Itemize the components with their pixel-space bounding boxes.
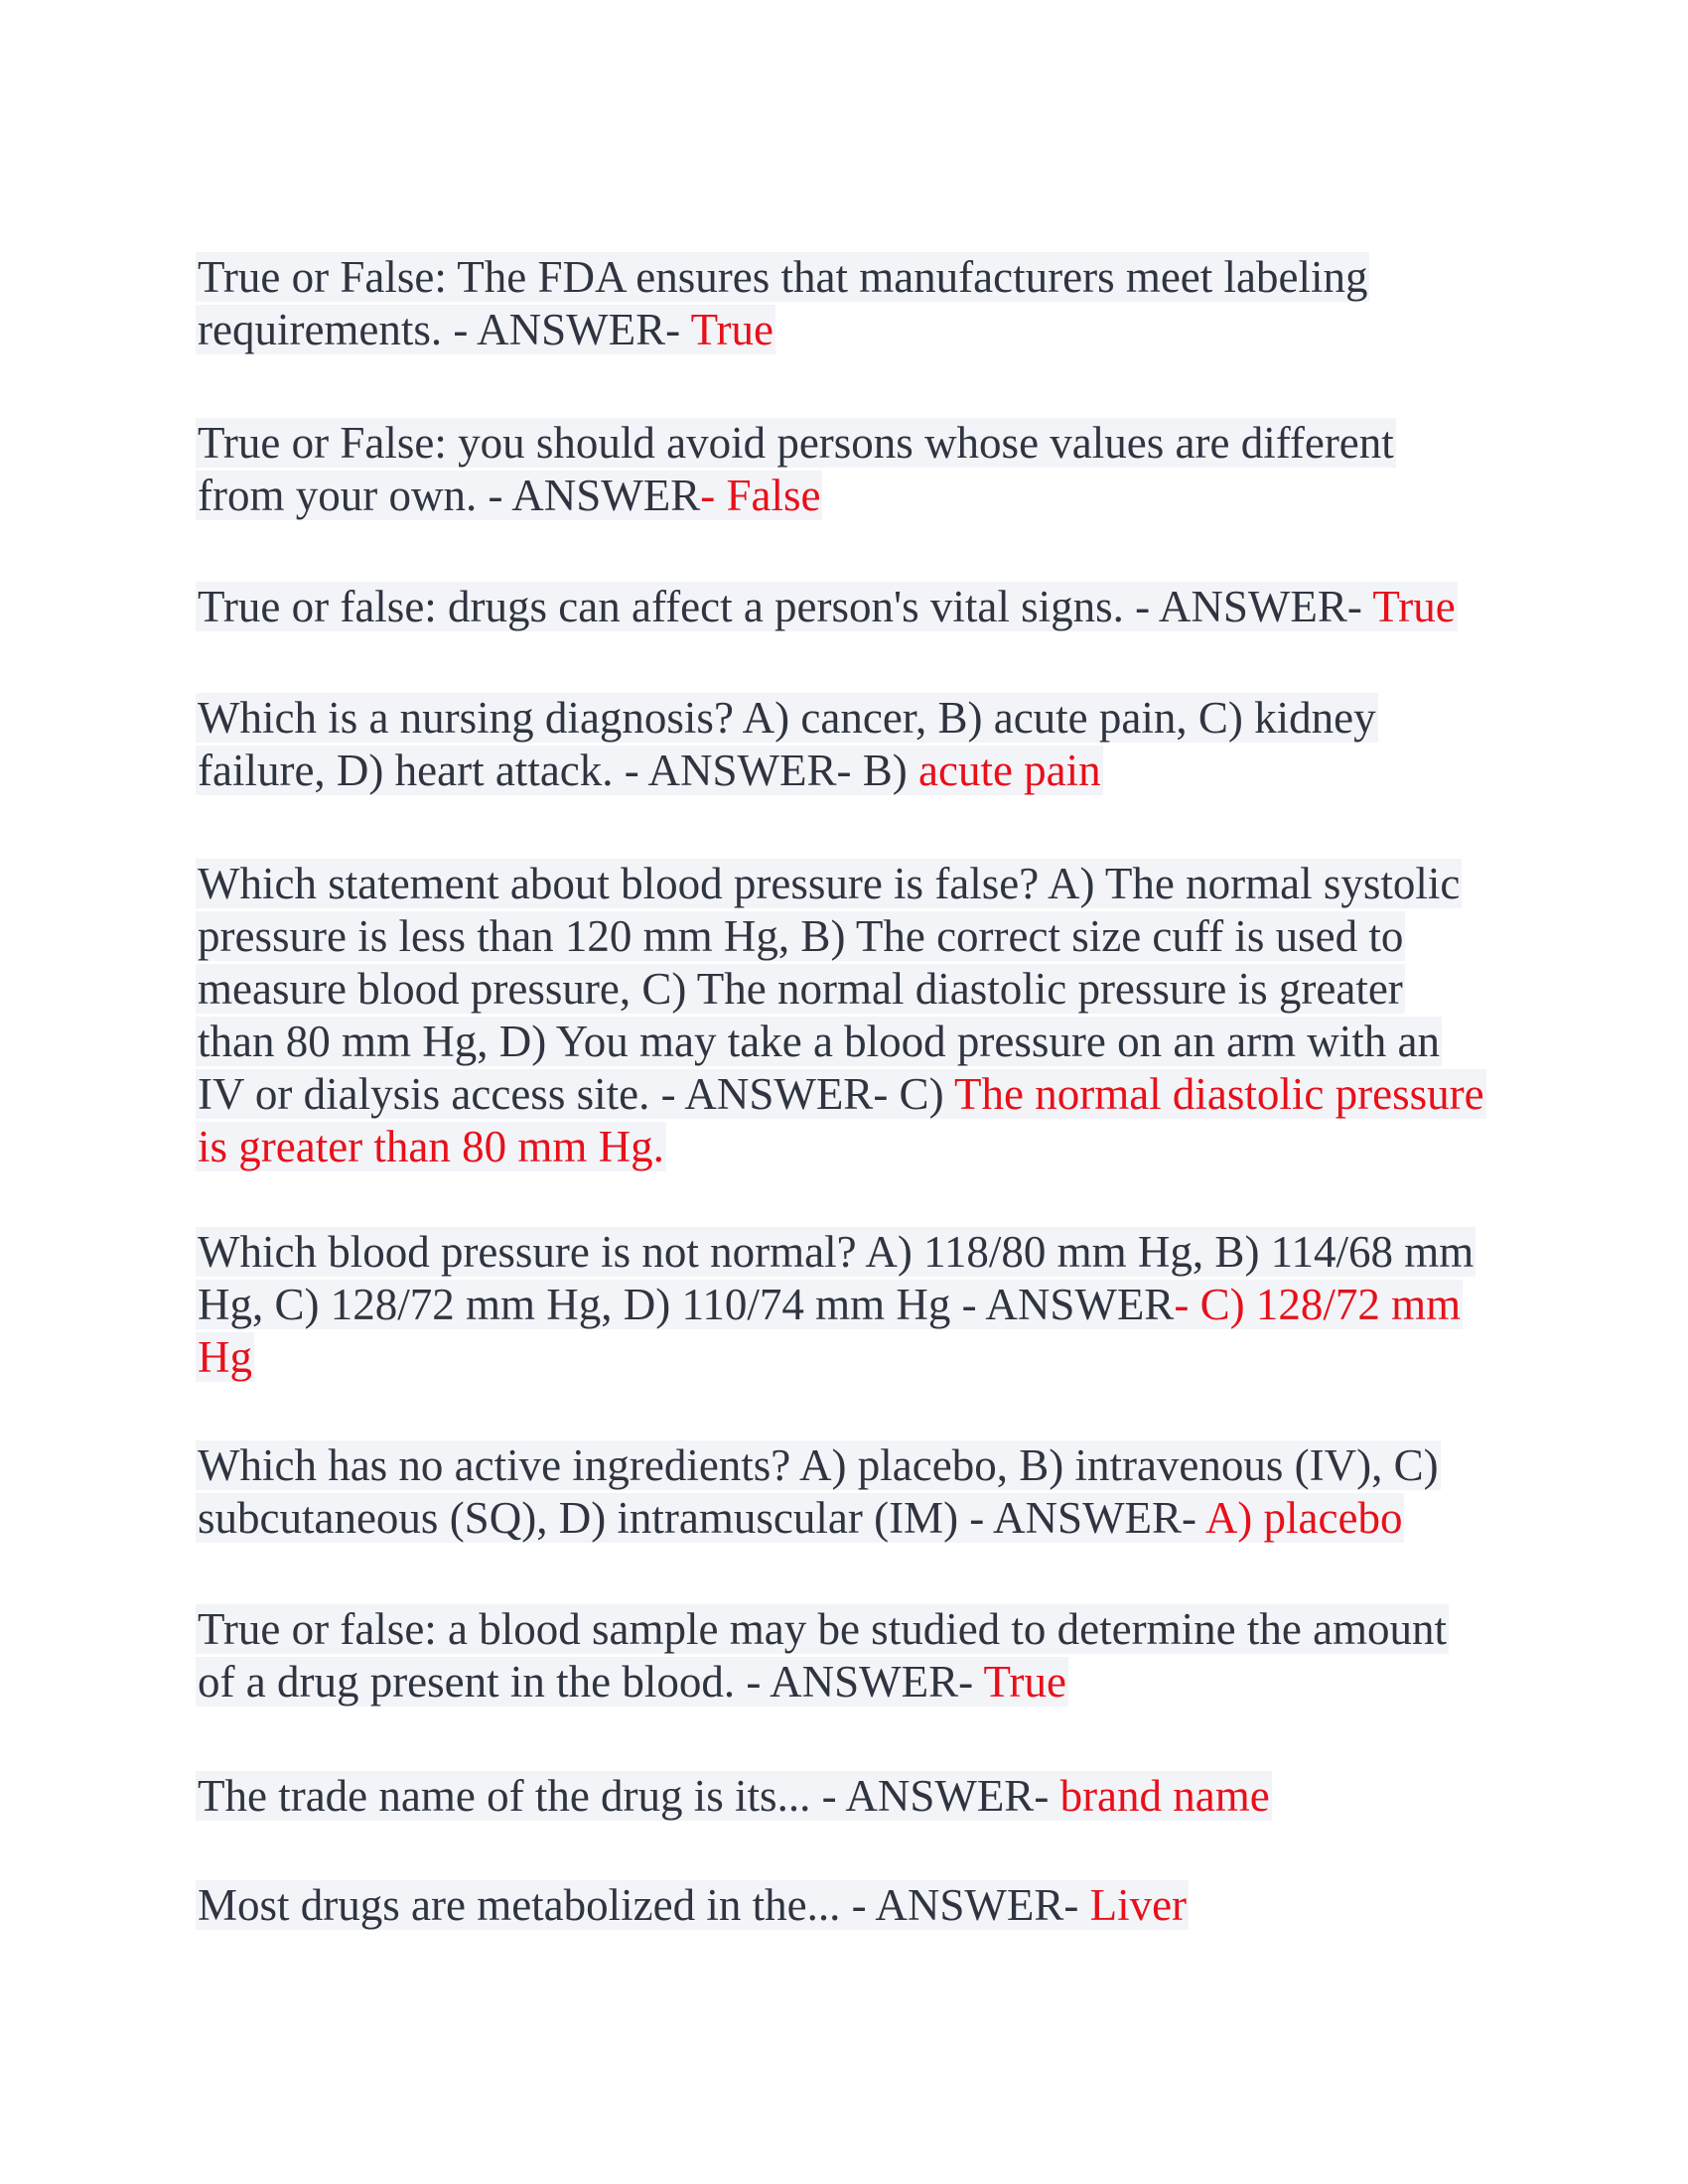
question-text: True or False: you should avoid persons whose values are different from your own. - ANSWER <box>198 418 1394 520</box>
qa-question <box>196 582 1458 631</box>
qa-item <box>196 1770 1486 1823</box>
question-text: True or False: The FDA ensures that manufacturers meet labeling requirements. - ANSWER- <box>198 252 1368 354</box>
answer-text: - C) 128/72 mm Hg <box>198 1280 1462 1382</box>
qa-item <box>196 1603 1486 1708</box>
qa-question <box>196 252 1369 354</box>
question-text: Most drugs are metabolized in the... - ANSWER- <box>198 1880 1090 1930</box>
qa-question <box>196 1604 1449 1706</box>
qa-question <box>196 1880 1189 1930</box>
answer-text: True <box>690 305 774 354</box>
qa-question <box>196 1227 1476 1382</box>
qa-question <box>196 418 1396 520</box>
answer-text: The normal diastolic pressure is greater than 80 mm Hg. <box>198 1069 1484 1171</box>
qa-item <box>196 692 1486 797</box>
qa-item <box>196 1879 1486 1932</box>
question-text: Which statement about blood pressure is false? A) The normal systolic pressure is less than 120 mm Hg, B) The correct size cuff is used to measure blood pressure, C) The normal diastolic pressure is greater than 80 mm Hg, D) You may take a blood pressure on an arm with an IV or dialysis access site. - ANSWER- C) <box>198 859 1461 1119</box>
question-text: True or false: a blood sample may be studied to determine the amount of a drug present in the blood. - ANSWER- <box>198 1604 1448 1706</box>
answer-text: True <box>983 1657 1066 1706</box>
answer-text: Liver <box>1089 1880 1188 1930</box>
qa-question <box>196 1440 1441 1543</box>
qa-item <box>196 581 1486 633</box>
qa-question <box>196 859 1486 1171</box>
question-text: Which has no active ingredients? A) placebo, B) intravenous (IV), C) subcutaneous (SQ), D) intramuscular (IM) - ANSWER- <box>198 1440 1439 1543</box>
qa-question <box>196 693 1378 795</box>
qa-item <box>196 858 1486 1173</box>
qa-item <box>196 251 1486 356</box>
qa-question <box>196 1771 1272 1821</box>
qa-item <box>196 417 1486 522</box>
question-text: True or false: drugs can affect a person's vital signs. - ANSWER- <box>198 582 1373 631</box>
qa-item <box>196 1439 1486 1545</box>
answer-text: acute pain <box>918 746 1101 795</box>
qa-item <box>196 1226 1486 1384</box>
answer-text: - False <box>700 471 821 520</box>
question-text: The trade name of the drug is its... - ANSWER- <box>198 1771 1060 1821</box>
answer-text: A) placebo <box>1204 1493 1403 1543</box>
answer-text: True <box>1372 582 1456 631</box>
answer-text: brand name <box>1059 1771 1270 1821</box>
question-text: Which blood pressure is not normal? A) 118/80 mm Hg, B) 114/68 mm Hg, C) 128/72 mm Hg, D) 110/74 mm Hg - ANSWER <box>198 1227 1475 1329</box>
question-text: Which is a nursing diagnosis? A) cancer, B) acute pain, C) kidney failure, D) heart attack. - ANSWER- B) <box>198 693 1376 795</box>
